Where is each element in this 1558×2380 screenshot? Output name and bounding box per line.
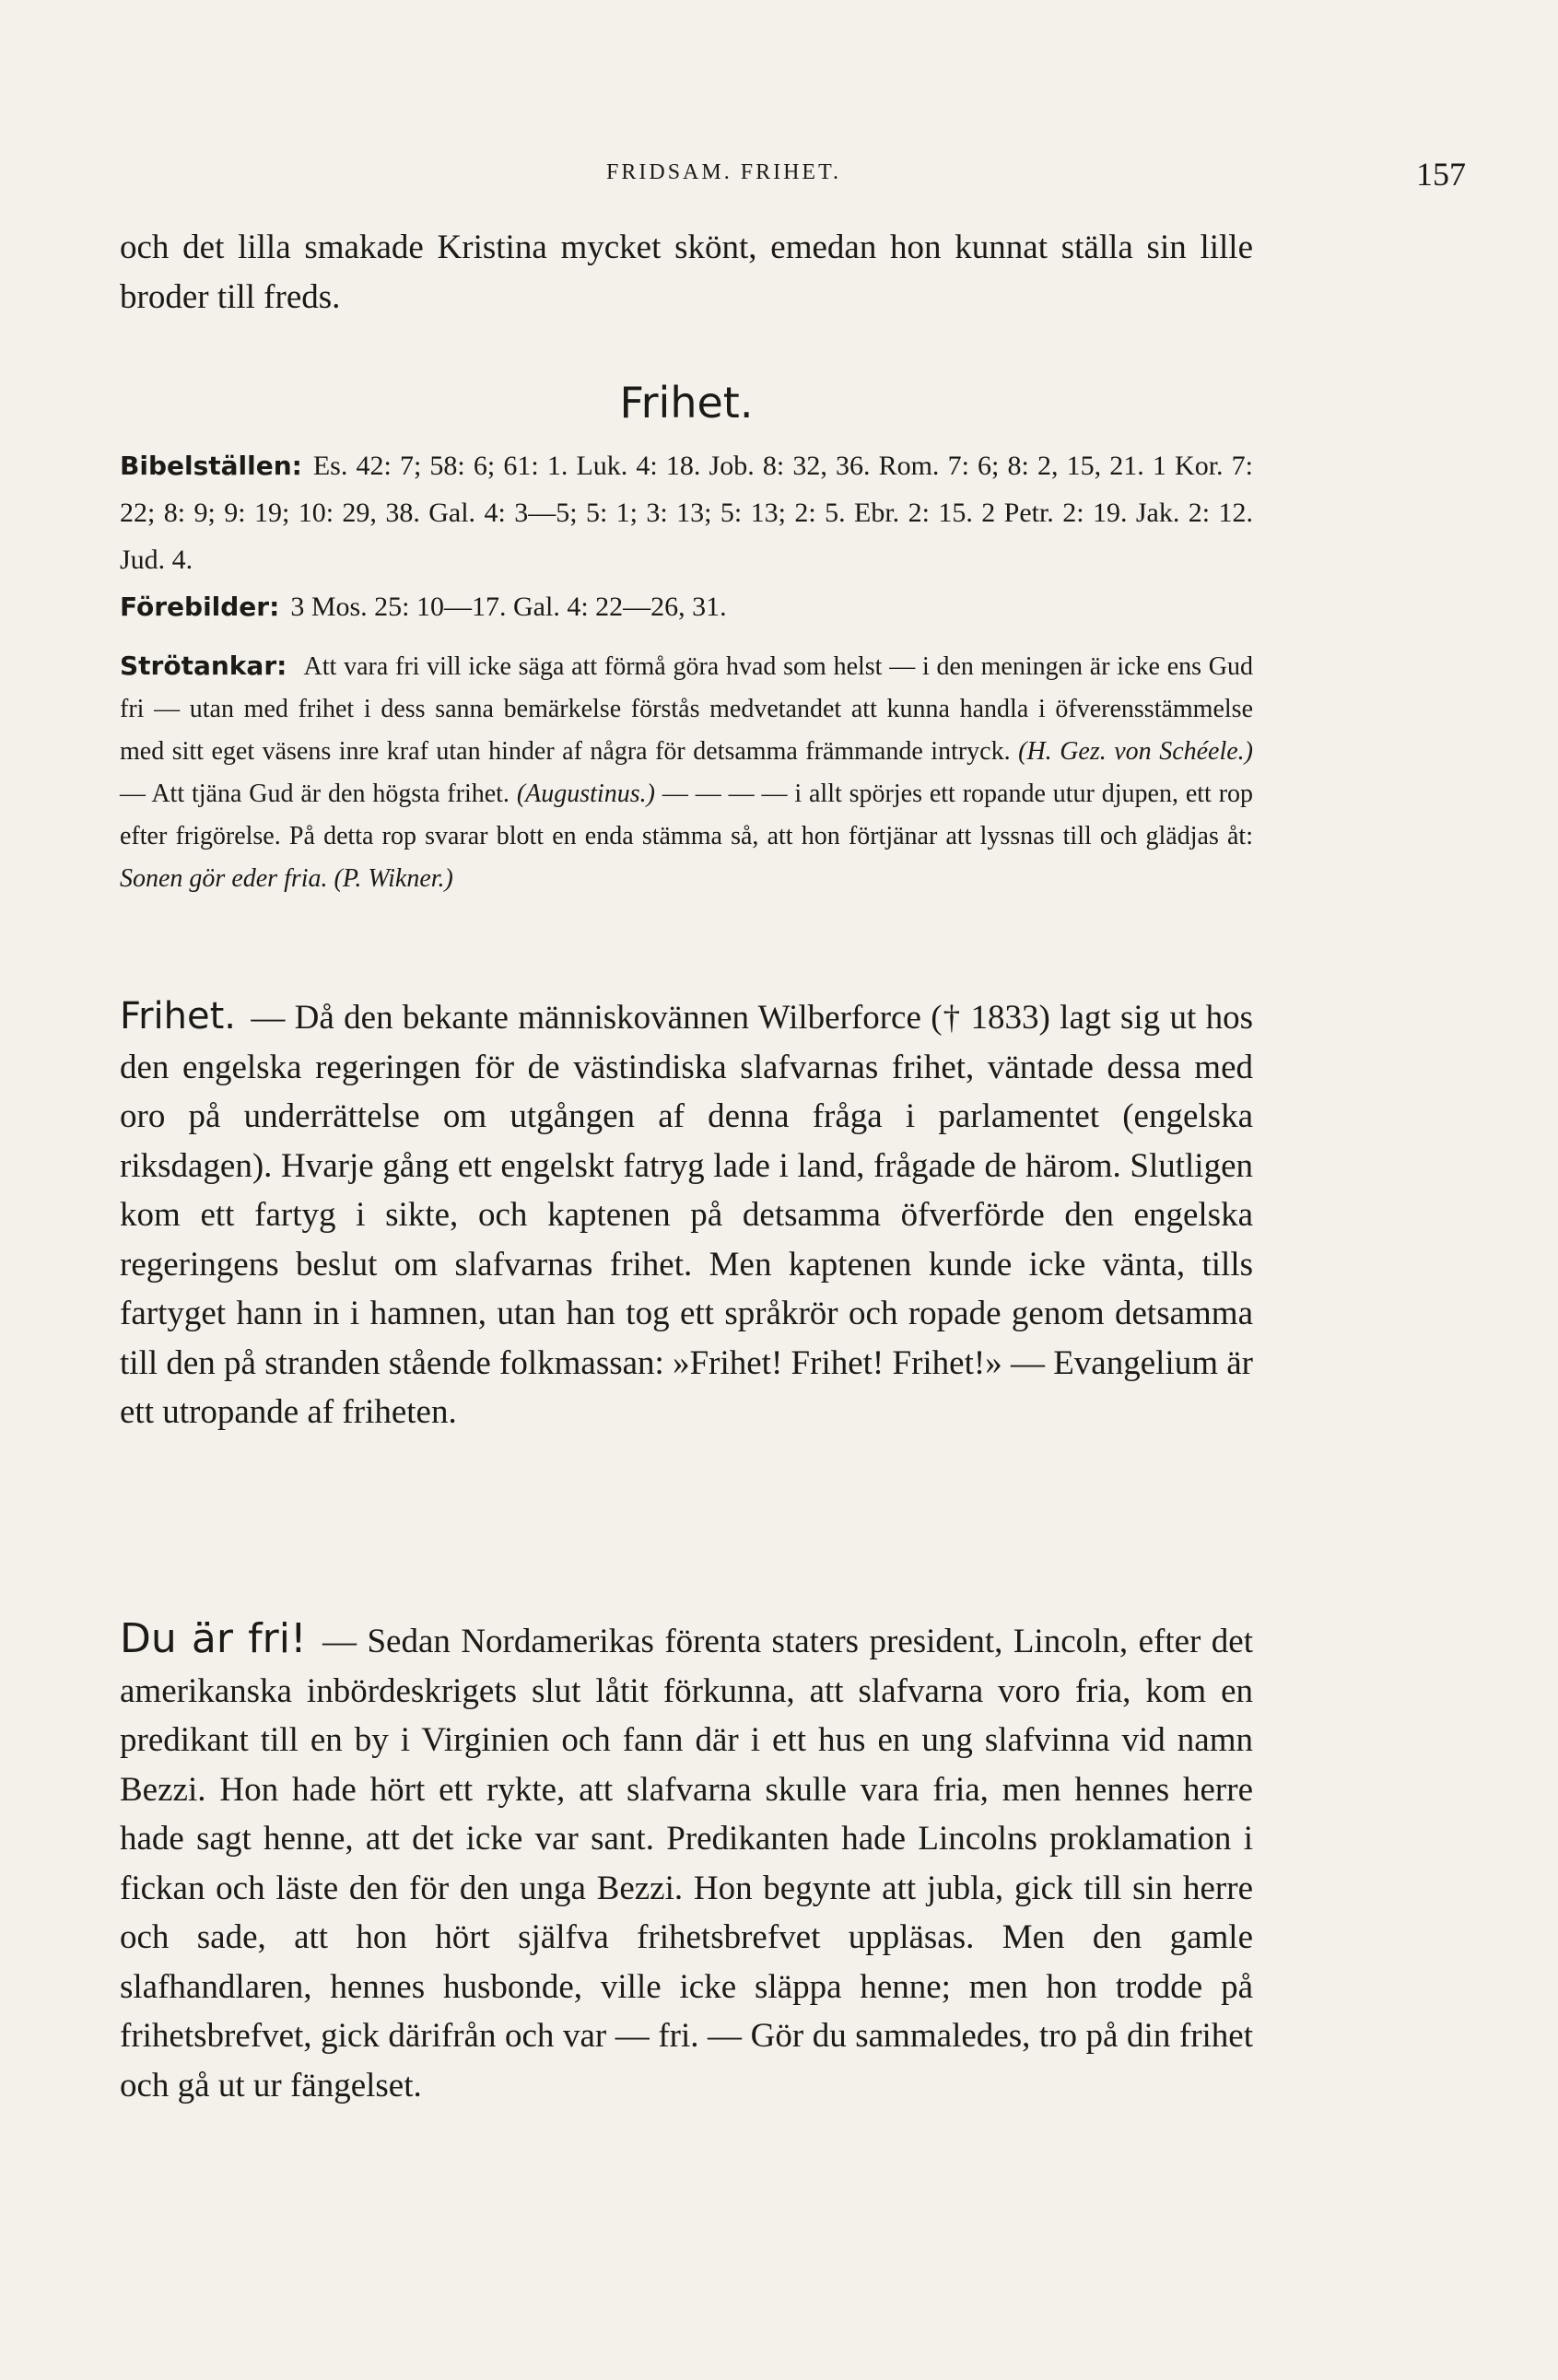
strotankar-entry xyxy=(120,645,1253,900)
strotankar-quote: Sonen gör eder fria. xyxy=(120,864,328,893)
strotankar-cite-2: (Augustinus.) xyxy=(516,780,655,808)
forebilder-text: 3 Mos. 25: 10—17. Gal. 4: 22—26, 31. xyxy=(290,592,727,622)
story-frihet-paragraph xyxy=(120,992,1253,1437)
running-title: FRIDSAM. FRIHET. xyxy=(606,160,841,184)
references-block xyxy=(120,442,1253,630)
bibelstallen-label: Bibelställen: xyxy=(120,451,302,481)
strotankar-text-1: Att vara fri vill icke säga att förmå göra hvad som helst — i den meningen är icke ens Gud fri — utan med frihet i dess sanna bemärkelse förstås medvetandet att kunna handla i öfverensstämmelse med sitt eget väsens inre kraf utan hinder af några för detsamma främmande intryck. xyxy=(120,652,1253,766)
story-du-ar-fri-lead: Du är fri! xyxy=(120,1615,307,1662)
story-frihet-text: — Då den bekante människovännen Wilberforce († 1833) lagt sig ut hos den engelska regeringen för de västindiska slafvarnas frihet, väntade dessa med oro på underrättelse om utgången af denna fråga i parlamentet (engelska riksdagen). Hvarje gång ett engelskt fatryg lade i land, frågade de härom. Slutligen kom ett fartyg i sikte, och kaptenen på detsamma öfverförde den engelska regeringens beslut om slafvarnas frihet. Men kaptenen kunde icke vänta, tills fartyget hann in i hamnen, utan han tog ett språkrör och ropade genom detsamma till den på stranden stående folkmassan: »Frihet! Frihet! Frihet!» — Evangelium är ett utropande af friheten. xyxy=(120,999,1253,1431)
forebilder-entry xyxy=(120,583,1253,630)
strotankar-cite-1: (H. Gez. von Schéele.) xyxy=(1018,737,1254,766)
page-number: 157 xyxy=(1416,156,1466,193)
strotankar-label: Strötankar: xyxy=(120,651,287,681)
intro-paragraph: och det lilla smakade Kristina mycket skönt, emedan hon kunnat ställa sin lille broder till freds. xyxy=(120,229,1253,316)
story-du-ar-fri-text: — Sedan Nordamerikas förenta staters president, Lincoln, efter det amerikanska inbördeskrigets slut låtit förkunna, att slafvarna voro fria, kom en predikant till en by i Virginien och fann där i ett hus en ung slafvinna vid namn Bezzi. Hon hade hört ett rykte, att slafvarna skulle vara fria, men hennes herre hade sagt henne, att det icke var sant. Predikanten hade Lincolns proklamation i fickan och läste den för den unga Bezzi. Hon begynte att jubla, gick till sin herre och sade, att hon hört själfva frihetsbrefvet uppläsas. Men den gamle slafhandlaren, hennes husbonde, ville icke släppa henne; men hon trodde på frihetsbrefvet, gick därifrån och var — fri. — Gör du sammaledes, tro på din frihet och gå ut ur fängelset. xyxy=(120,1623,1253,2104)
story-du-ar-fri-paragraph xyxy=(120,1614,1253,2110)
intro-paragraph-block xyxy=(120,223,1253,322)
bibelstallen-text: Es. 42: 7; 58: 6; 61: 1. Luk. 4: 18. Job. 8: 32, 36. Rom. 7: 6; 8: 2, 15, 21. 1 Kor. 7: 22; 8: 9; 9: 19; 10: 29, 38. Gal. 4: 3—5; 5: 1; 3: 13; 5: 13; 2: 5. Ebr. 2: 15. 2 Petr. 2: 19. Jak. 2: 12. Jud. 4. xyxy=(120,451,1253,575)
forebilder-label: Förebilder: xyxy=(120,592,280,622)
strotankar-text-3: — — — — i allt spörjes ett ropande utur djupen, ett rop efter frigörelse. På detta rop svarar blott en enda stämma så, att hon förtjänar att lyssnas till och glädjas åt: xyxy=(120,780,1254,850)
story-frihet-lead: Frihet. xyxy=(120,995,237,1038)
story-du-ar-fri xyxy=(120,1614,1253,2110)
bibelstallen-entry xyxy=(120,442,1253,583)
strotankar-cite-3: (P. Wikner.) xyxy=(334,864,453,893)
strotankar-text-2: — Att tjäna Gud är den högsta frihet. xyxy=(120,780,510,808)
strotankar-block xyxy=(120,645,1253,900)
page-header xyxy=(120,155,1466,199)
story-frihet xyxy=(120,992,1253,1437)
section-heading: Frihet. xyxy=(619,378,754,428)
